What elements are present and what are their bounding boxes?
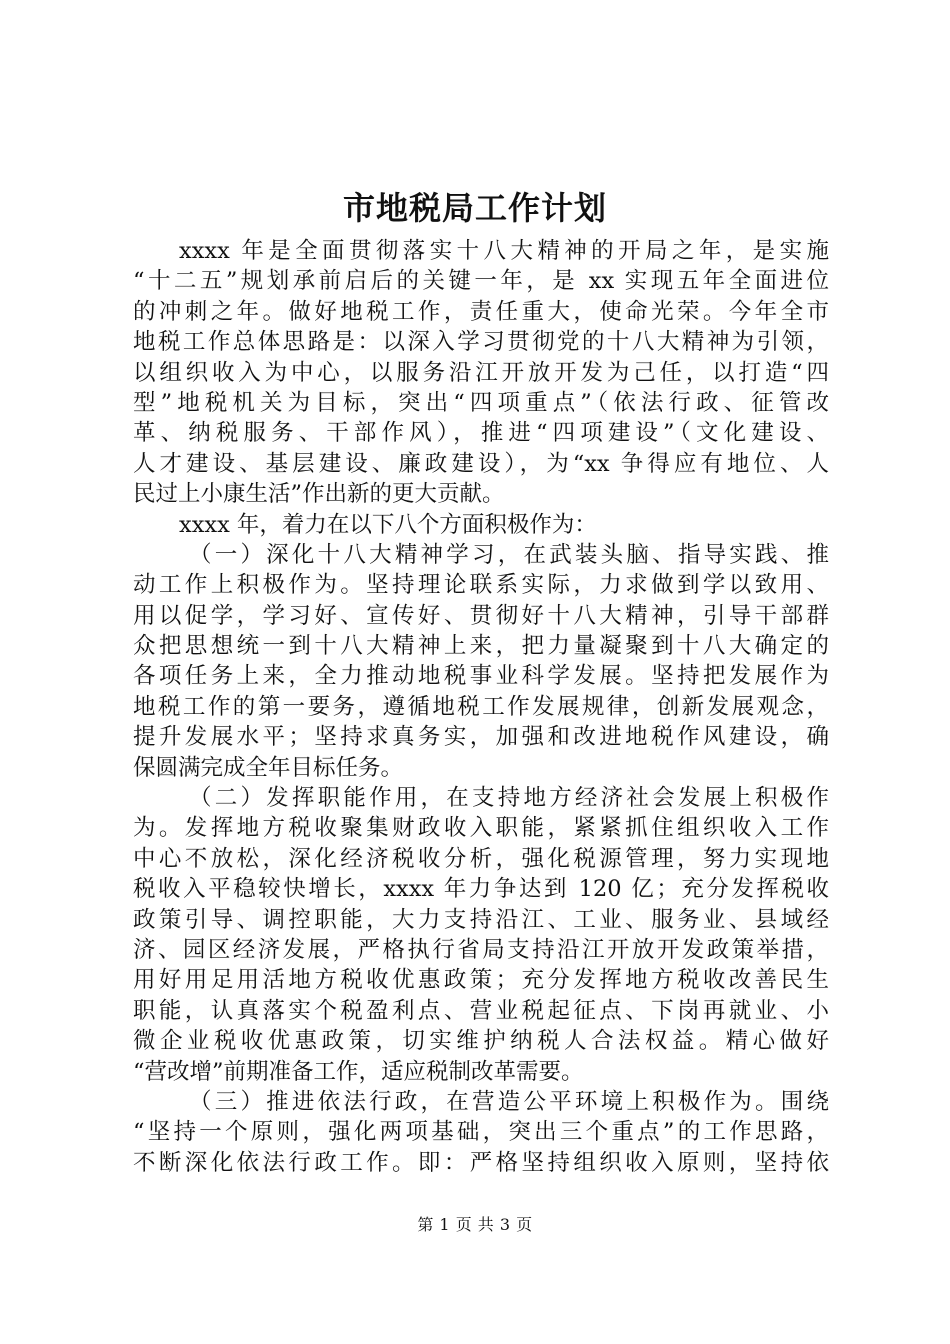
text-line: （一）深化十八大精神学习，在武装头脑、指导实践、推 (189, 541, 829, 568)
text-line: “坚持一个原则，强化两项基础，突出三个重点”的工作思路， (133, 1119, 829, 1146)
text-line: 型”地税机关为目标，突出“四项重点”（依法行政、征管改 (133, 389, 829, 416)
text-line: 人才建设、基层建设、廉政建设），为“xx 争得应有地位、人 (133, 450, 829, 477)
text-line: 为。发挥地方税收聚集财政收入职能，紧紧抓住组织收入工作 (133, 815, 829, 842)
document-title: 市地税局工作计划 (342, 189, 607, 227)
text-line: 革、纳税服务、干部作风），推进“四项建设”（文化建设、 (133, 420, 829, 447)
text-line: 中心不放松，深化经济税收分析，强化税源管理，努力实现地 (133, 845, 829, 872)
text-line: （三）推进依法行政，在营造公平环境上积极作为。围绕 (189, 1088, 829, 1115)
text-line: 以组织收入为中心，以服务沿江开放开发为己任，以打造“四 (133, 359, 829, 386)
text-line: xxxx 年，着力在以下八个方面积极作为： (179, 511, 597, 538)
page-footer: 第 1 页 共 3 页 (417, 1215, 533, 1234)
text-line: “十二五”规划承前启后的关键一年，是 xx 实现五年全面进位 (133, 268, 829, 295)
text-line: 政策引导、调控职能，大力支持沿江、工业、服务业、县域经 (133, 906, 829, 933)
text-line: （二）发挥职能作用，在支持地方经济社会发展上积极作 (189, 785, 829, 812)
text-line: 的冲刺之年。做好地税工作，责任重大，使命光荣。今年全市 (133, 298, 829, 325)
text-line: 动工作上积极作为。坚持理论联系实际，力求做到学以致用、 (133, 572, 829, 599)
text-line: 微企业税收优惠政策，切实维护纳税人合法权益。精心做好 (133, 1028, 829, 1055)
text-line: 众把思想统一到十八大精神上来，把力量凝聚到十八大确定的 (133, 633, 829, 660)
text-line: 税收入平稳较快增长，xxxx 年力争达到 120 亿；充分发挥税收 (133, 876, 829, 903)
document-body (133, 236, 829, 1178)
text-line: 济、园区经济发展，严格执行省局支持沿江开放开发政策举措， (133, 936, 829, 963)
text-line: 地税工作的第一要务，遵循地税工作发展规律，创新发展观念， (133, 693, 829, 720)
text-line: “营改增”前期准备工作，适应税制改革需要。 (133, 1058, 584, 1085)
text-line: 不断深化依法行政工作。即：严格坚持组织收入原则，坚持依 (133, 1149, 829, 1176)
text-line: 用好用足用活地方税收优惠政策；充分发挥地方税收改善民生 (133, 967, 829, 994)
text-line: 保圆满完成全年目标任务。 (133, 754, 404, 781)
text-line: xxxx 年是全面贯彻落实十八大精神的开局之年，是实施 (179, 238, 829, 264)
text-line: 职能，认真落实个税盈利点、营业税起征点、下岗再就业、小 (133, 997, 829, 1024)
text-line: 用以促学，学习好、宣传好、贯彻好十八大精神，引导干部群 (133, 602, 829, 629)
text-line: 地税工作总体思路是：以深入学习贯彻党的十八大精神为引领， (133, 329, 829, 356)
text-line: 提升发展水平；坚持求真务实，加强和改进地税作风建设，确 (133, 724, 829, 751)
text-line: 各项任务上来，全力推动地税事业科学发展。坚持把发展作为 (133, 663, 829, 690)
text-line: 民过上小康生活”作出新的更大贡献。 (133, 481, 505, 508)
